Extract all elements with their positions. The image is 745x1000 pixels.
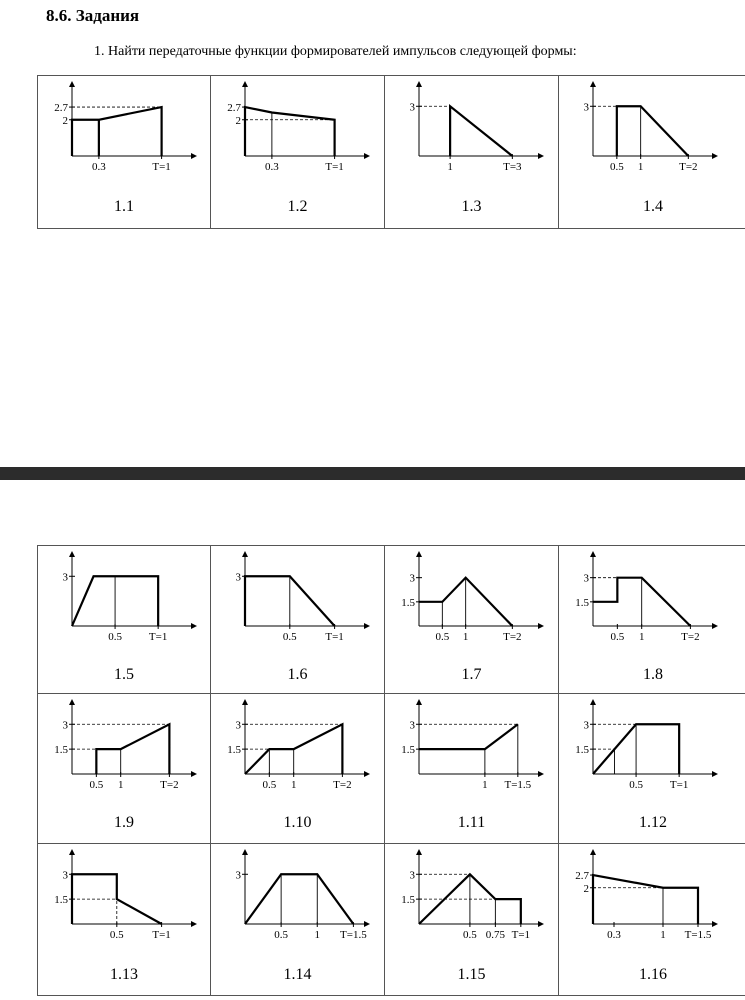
x-tick-label: T=1.5	[504, 779, 532, 791]
figure-cell-1-4	[559, 76, 745, 229]
x-tick-label: 0.3	[265, 161, 279, 173]
pulse-graph	[38, 844, 211, 944]
y-tick-label: 2.7	[54, 102, 68, 115]
pulse-shape	[617, 106, 688, 156]
figure-number: 1.13	[110, 966, 138, 983]
y-tick-label: 3	[409, 101, 415, 114]
figure-cell-1-11	[385, 694, 559, 844]
x-tick-label: T=1	[148, 631, 168, 643]
y-tick-label: 3	[235, 869, 241, 882]
x-tick-label: 1	[638, 631, 645, 643]
x-axis-arrow	[364, 623, 370, 629]
y-tick-label: 1.5	[401, 596, 415, 609]
x-tick-label: T=1	[325, 631, 344, 643]
x-tick-label: 0.5	[435, 631, 450, 643]
x-tick-label: 0.3	[607, 929, 621, 941]
y-tick-label: 1.5	[575, 596, 589, 609]
x-axis-arrow	[191, 771, 197, 777]
x-axis-arrow	[712, 771, 718, 777]
pulse-graph	[559, 76, 745, 176]
y-tick-label: 1.5	[401, 744, 415, 757]
x-axis-arrow	[538, 623, 544, 629]
y-tick-label: 3	[409, 869, 415, 882]
x-tick-label: T=1.5	[340, 929, 367, 941]
pulse-graph	[385, 76, 559, 176]
y-tick-label: 3	[583, 101, 589, 114]
y-tick-label: 2	[235, 114, 241, 127]
y-axis-arrow	[69, 81, 75, 87]
x-tick-label: 1	[462, 631, 469, 643]
x-tick-label: T=2	[333, 779, 352, 791]
y-axis-arrow	[416, 699, 422, 705]
x-tick-label: T=1	[511, 929, 531, 941]
figure-number: 1.16	[639, 966, 667, 983]
y-tick-label: 1.5	[401, 894, 415, 907]
x-tick-label: 0.5	[89, 779, 104, 791]
x-tick-label: 0.3	[92, 161, 106, 173]
x-axis-arrow	[191, 153, 197, 159]
x-tick-label: 1	[290, 779, 297, 791]
y-axis-arrow	[242, 551, 248, 557]
pulse-shape	[96, 724, 169, 774]
x-tick-label: T=1	[669, 779, 689, 791]
x-tick-label: 1	[117, 779, 124, 791]
x-tick-label: T=2	[679, 161, 698, 173]
pulse-graph	[385, 694, 559, 794]
y-tick-label: 3	[583, 719, 589, 732]
x-tick-label: 0.5	[109, 929, 124, 941]
pulse-shape	[419, 724, 518, 749]
y-axis-arrow	[242, 81, 248, 87]
y-tick-label: 3	[62, 719, 68, 732]
figure-number: 1.14	[283, 966, 312, 983]
x-axis-arrow	[538, 921, 544, 927]
x-tick-label: T=2	[503, 631, 522, 643]
x-tick-label: 1	[314, 929, 321, 941]
figure-cell-1-6	[211, 546, 385, 694]
x-tick-label: 0.5	[463, 929, 477, 941]
figure-cell-1-5	[38, 546, 211, 694]
x-tick-label: T=1	[152, 161, 171, 173]
table-row	[38, 694, 745, 844]
figure-number: 1.8	[643, 666, 663, 683]
figures-table-2	[37, 545, 745, 996]
x-axis-arrow	[712, 153, 718, 159]
x-axis-arrow	[191, 623, 197, 629]
figure-cell-1-15	[385, 844, 559, 996]
pulse-graph	[38, 546, 211, 646]
figure-cell-1-2	[211, 76, 385, 229]
y-axis-arrow	[590, 849, 596, 855]
y-axis-arrow	[590, 551, 596, 557]
x-tick-label: 1	[482, 779, 488, 791]
pulse-shape	[245, 107, 335, 156]
figure-cell-1-16	[559, 844, 745, 996]
y-axis-arrow	[242, 699, 248, 705]
x-axis-arrow	[364, 153, 370, 159]
figure-cell-1-3	[385, 76, 559, 229]
x-tick-label: T=3	[503, 161, 522, 173]
y-tick-label: 1.5	[54, 894, 68, 907]
figure-cell-1-9	[38, 694, 211, 844]
y-axis-arrow	[416, 551, 422, 557]
pulse-graph	[385, 546, 559, 646]
figure-number: 1.4	[643, 198, 663, 215]
y-tick-label: 3	[62, 571, 68, 584]
x-tick-label: 0.5	[609, 161, 624, 173]
pulse-graph	[211, 694, 385, 794]
figure-cell-1-7	[385, 546, 559, 694]
figure-cell-1-1	[38, 76, 211, 229]
figures-table-1	[37, 75, 745, 229]
x-axis-arrow	[712, 921, 718, 927]
y-tick-label: 3	[409, 719, 415, 732]
x-tick-label: 0.5	[282, 631, 297, 643]
section-heading: 8.6. Задания	[46, 6, 140, 25]
x-tick-label: 1	[447, 161, 453, 173]
figure-cell-1-13	[38, 844, 211, 996]
x-tick-label: 1	[660, 929, 666, 941]
pulse-graph	[211, 546, 385, 646]
pulse-shape	[72, 107, 162, 156]
figure-number: 1.5	[114, 666, 134, 683]
figure-number: 1.7	[461, 666, 482, 683]
figure-number: 1.6	[287, 666, 308, 683]
x-axis-arrow	[364, 771, 370, 777]
pulse-shape	[593, 875, 698, 924]
table-row	[38, 844, 745, 996]
y-tick-label: 3	[583, 572, 589, 585]
figure-number: 1.1	[114, 198, 134, 215]
pulse-shape	[245, 874, 353, 924]
pulse-graph	[38, 76, 211, 176]
pulse-graph	[385, 844, 559, 944]
x-axis-arrow	[712, 623, 718, 629]
figure-number: 1.15	[457, 966, 486, 983]
x-tick-label: T=1	[325, 161, 344, 173]
x-tick-label: T=1.5	[684, 929, 712, 941]
figure-cell-1-8	[559, 546, 745, 694]
pulse-graph	[211, 76, 385, 176]
y-axis-arrow	[69, 849, 75, 855]
table-row	[38, 76, 745, 229]
pulse-graph	[559, 694, 745, 794]
x-axis-arrow	[538, 153, 544, 159]
pulse-graph	[559, 844, 745, 944]
page-separator	[0, 467, 745, 480]
y-tick-label: 3	[409, 572, 415, 585]
x-axis-arrow	[538, 771, 544, 777]
pulse-graph	[38, 694, 211, 794]
y-tick-label: 3	[62, 869, 68, 882]
x-axis-arrow	[364, 921, 370, 927]
x-tick-label: T=2	[160, 779, 179, 791]
x-tick-label: 1	[637, 161, 644, 173]
y-axis-arrow	[69, 551, 75, 557]
x-axis-arrow	[191, 921, 197, 927]
x-tick-label: T=1	[152, 929, 171, 941]
y-axis-arrow	[416, 849, 422, 855]
figure-number: 1.3	[461, 198, 482, 215]
y-axis-arrow	[242, 849, 248, 855]
y-axis-arrow	[69, 699, 75, 705]
y-tick-label: 2	[62, 114, 68, 127]
task-statement: 1. Найти передаточные функции формирователей импульсов следующей формы:	[94, 44, 577, 59]
y-tick-label: 2	[583, 882, 589, 895]
figure-number: 1.10	[283, 814, 312, 831]
y-tick-label: 3	[235, 719, 241, 732]
x-tick-label: 0.5	[108, 631, 122, 643]
figure-cell-1-12	[559, 694, 745, 844]
y-tick-label: 1.5	[54, 744, 68, 757]
y-tick-label: 1.5	[575, 744, 589, 757]
figure-cell-1-10	[211, 694, 385, 844]
x-tick-label: 0.5	[629, 779, 643, 791]
pulse-shape	[450, 106, 512, 156]
x-tick-label: T=2	[681, 631, 700, 643]
figure-number: 1.9	[114, 814, 134, 831]
figure-number: 1.11	[457, 814, 486, 831]
y-tick-label: 3	[235, 571, 241, 584]
y-axis-arrow	[416, 81, 422, 87]
pulse-graph	[559, 546, 745, 646]
y-axis-arrow	[590, 81, 596, 87]
figure-cell-1-14	[211, 844, 385, 996]
figure-number: 1.2	[287, 198, 308, 215]
y-tick-label: 2.7	[227, 102, 241, 115]
x-tick-label: 0.5	[274, 929, 289, 941]
x-tick-label: 0.75	[485, 929, 505, 941]
pulse-graph	[211, 844, 385, 944]
x-tick-label: 0.5	[610, 631, 625, 643]
x-tick-label: 0.5	[262, 779, 277, 791]
table-row	[38, 546, 745, 694]
y-axis-arrow	[590, 699, 596, 705]
figure-number: 1.12	[639, 814, 667, 831]
y-tick-label: 2.7	[575, 870, 589, 883]
y-tick-label: 1.5	[227, 744, 241, 757]
